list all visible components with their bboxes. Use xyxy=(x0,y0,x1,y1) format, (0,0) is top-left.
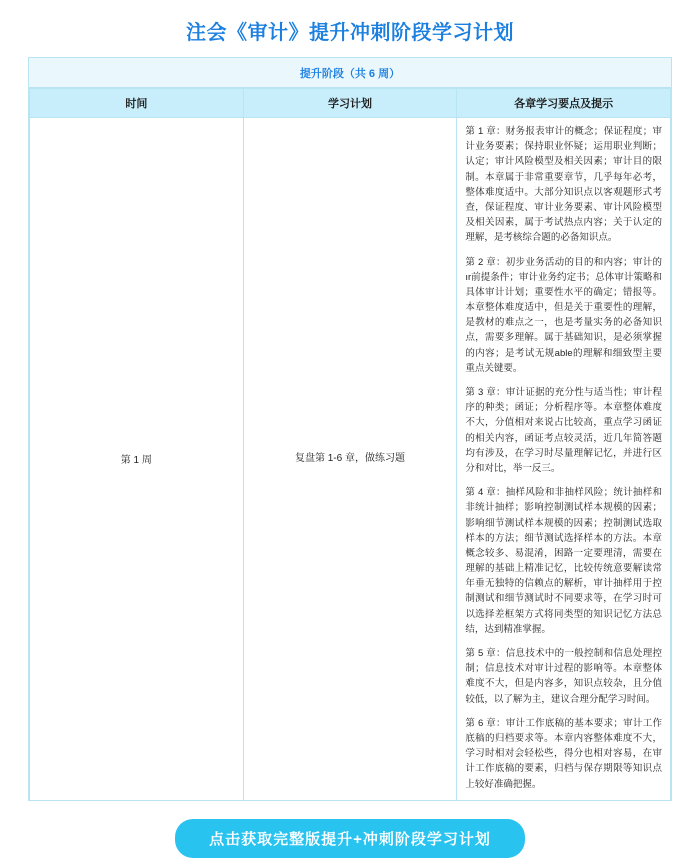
point-paragraph: 第 2 章：初步业务活动的目的和内容；审计的ır前提条件；审计业务约定书；总体审计策略和具体审计计划；重要性水平的确定；错报等。本章整体难度适中，但是关于重要性的理解，是教材的难点之一，也是考量实务的必备知识点，需要多理解。属于基础知识，是必须掌握的内容；是考试无规able的理解和细致型主要重点关键要。 xyxy=(465,256,662,374)
page-title: 注会《审计》提升冲刺阶段学习计划 xyxy=(186,22,514,44)
cell-plan: 复盘第 1-6 章，做练习题 xyxy=(243,118,457,801)
study-plan-table xyxy=(29,88,671,801)
column-header-points: 各章学习要点及提示 xyxy=(457,89,671,118)
plan-table-container xyxy=(28,57,672,801)
table-body xyxy=(30,118,671,801)
point-paragraph: 第 6 章：审计工作底稿的基本要求；审计工作底稿的归档要求等。本章内容整体难度不大，学习时相对会轻松些，得分也相对容易，在审计工作底稿的要素，归档与保存期限等知识点上较好准确把握。 xyxy=(465,717,662,790)
point-paragraph: 第 5 章：信息技术中的一般控制和信息处理控制；信息技术对审计过程的影响等。本章整体难度不大，但是内容多，知识点较杂，且分值较低，以了解为主，建议合理分配学习时间。 xyxy=(465,648,662,705)
table-row xyxy=(30,118,671,801)
cta-container xyxy=(0,819,700,858)
column-header-plan: 学习计划 xyxy=(243,89,457,118)
point-paragraph: 第 4 章：抽样风险和非抽样风险；统计抽样和非统计抽样；影响控制测试样本规模的因素；影响细节测试样本规模的因素；控制测试选取样本的方法；细节测试选择样本的方法。本章概念较多、易混淆，困路一定要理清，需要在理解的基础上精准记忆，比较传统意要解读常年垂无独特的信赖点的解析，审计抽样用于控制测试和细节测试时不同要求等，在学习时可以选择差框架方式将同类型的知识记忆方法总结，达到精准掌握。 xyxy=(465,487,662,635)
column-header-time: 时间 xyxy=(30,89,244,118)
stage-banner: 提升阶段（共 6 周） xyxy=(29,58,671,88)
point-paragraph: 第 3 章：审计证据的充分性与适当性；审计程序的种类；函证；分析程序等。本章整体难度不大，分值相对来说占比较高，重点学习函证的相关内容，函证考点较灵活，近几年简答题均有涉及，在学习时尽量理解记忆，并进行区分和对比，举一反三。 xyxy=(465,387,662,474)
table-head xyxy=(30,89,671,118)
cell-time: 第 1 周 xyxy=(30,118,244,801)
get-full-plan-button[interactable]: 点击获取完整版提升+冲刺阶段学习计划 xyxy=(175,819,525,858)
point-paragraph: 第 1 章：财务报表审计的概念；保证程度；审计业务要素；保持职业怀疑；运用职业判断；认定；审计风险模型及相关因素；审计目的限制。本章属于非常重要章节，几乎每年必考，整体难度适中。大部分知识点以客观题形式考查，保证程度、审计业务要素、审计风险模型及相关因素，属于考试热点内容；关于认定的理解，是考核综合题的必备知识点。 xyxy=(465,126,662,244)
table-header-row xyxy=(30,89,671,118)
cell-points xyxy=(457,118,671,801)
